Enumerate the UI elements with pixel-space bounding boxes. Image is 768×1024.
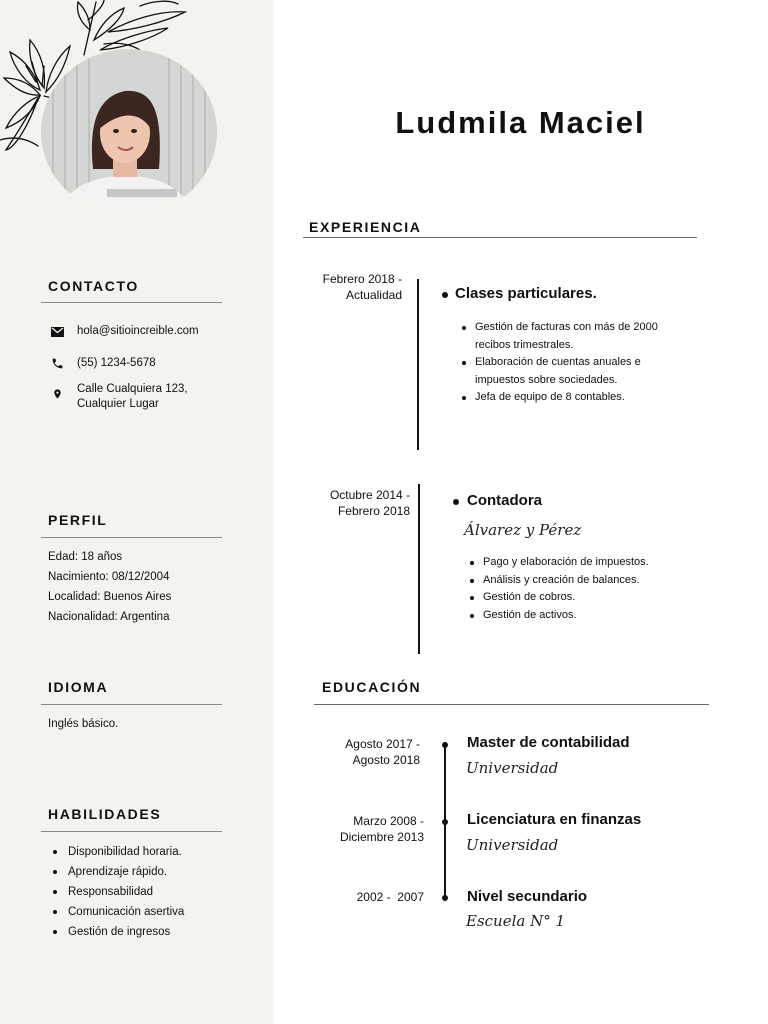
- language-heading: IDIOMA: [48, 679, 109, 695]
- job-bullets: [468, 554, 698, 624]
- education-date-end: Agosto 2018: [352, 753, 420, 767]
- profile-photo: [41, 49, 217, 215]
- profile-nationality: Nacionalidad: Argentina: [48, 611, 170, 623]
- education-title: Master de contabilidad: [467, 734, 630, 751]
- education-title: Nivel secundario: [467, 888, 588, 905]
- person-name: Ludmila Maciel: [395, 105, 646, 140]
- job-bullet: Pago y elaboración de impuestos.: [468, 554, 698, 572]
- job-bullet: Gestión de activos.: [468, 607, 698, 625]
- profile-divider: [41, 537, 222, 538]
- job-bullet: Jefa de equipo de 8 contables.: [460, 389, 685, 407]
- skills-list: [48, 844, 184, 944]
- language-divider: [41, 704, 222, 705]
- job-bullet: Elaboración de cuentas anuales e impuestos sobre sociedades.: [460, 354, 685, 389]
- skill-item: Responsabilidad: [48, 884, 184, 904]
- education-divider: [314, 704, 709, 705]
- job-bullet: Gestión de facturas con más de 2000 recibos trimestrales.: [460, 319, 685, 354]
- education-date: [300, 736, 420, 768]
- experience-divider: [303, 237, 697, 238]
- education-title: Licenciatura en finanzas: [467, 811, 642, 828]
- education-date-end: Diciembre 2013: [339, 830, 424, 844]
- education-school: Universidad: [466, 836, 559, 854]
- job-bullets: [460, 319, 685, 407]
- skill-item: Gestión de ingresos: [48, 924, 184, 944]
- job-date-start: Octubre 2014 -: [329, 488, 410, 502]
- phone-text: (55) 1234-5678: [77, 357, 156, 369]
- timeline-line: [418, 484, 420, 654]
- address-text: Calle Cualquiera 123, Cualquier Lugar: [77, 383, 188, 410]
- education-date-start: Agosto 2017 -: [345, 737, 420, 751]
- experience-heading: EXPERIENCIA: [309, 219, 422, 235]
- language-text: Inglés básico.: [48, 718, 119, 730]
- contact-email[interactable]: [48, 324, 227, 339]
- education-date-start: 2002 - 2007: [356, 890, 424, 904]
- timeline-line: [417, 279, 419, 450]
- job-bullet: Análisis y creación de balances.: [468, 572, 698, 590]
- skills-divider: [41, 831, 222, 832]
- contact-phone[interactable]: [48, 356, 227, 371]
- contact-address: [48, 382, 227, 412]
- job-bullet: Gestión de cobros.: [468, 589, 698, 607]
- job-date-end: Febrero 2018: [337, 504, 410, 518]
- skill-item: Disponibilidad horaria.: [48, 844, 184, 864]
- job-title: Contadora: [467, 492, 542, 509]
- profile-age: Edad: 18 años: [48, 551, 123, 563]
- education-date: [300, 813, 424, 845]
- timeline-dot: [442, 819, 448, 825]
- envelope-icon: [48, 324, 66, 339]
- contact-heading: CONTACTO: [48, 278, 139, 294]
- contact-divider: [41, 302, 222, 303]
- timeline-dot: [442, 895, 448, 901]
- timeline-dot: [442, 742, 448, 748]
- education-date-start: Marzo 2008 -: [353, 814, 424, 828]
- location-pin-icon: [48, 386, 66, 401]
- education-school: Escuela N° 1: [466, 912, 566, 930]
- profile-birthdate: Nacimiento: 08/12/2004: [48, 571, 170, 583]
- email-text: hola@sitioincreible.com: [77, 325, 199, 337]
- job-date-start: Febrero 2018 -: [322, 272, 402, 286]
- job-date: [290, 271, 402, 303]
- phone-icon: [48, 356, 66, 371]
- job-date: [290, 487, 410, 519]
- job-title: Clases particulares.: [455, 285, 597, 302]
- job-company: Álvarez y Pérez: [464, 521, 582, 539]
- timeline-dot: [442, 292, 448, 298]
- profile-location: Localidad: Buenos Aires: [48, 591, 172, 603]
- skills-heading: HABILIDADES: [48, 806, 162, 822]
- education-school: Universidad: [466, 759, 559, 777]
- education-heading: EDUCACIÓN: [322, 679, 422, 695]
- skill-item: Comunicación asertiva: [48, 904, 184, 924]
- skill-item: Aprendizaje rápido.: [48, 864, 184, 884]
- education-date: [300, 889, 424, 905]
- timeline-dot: [453, 499, 459, 505]
- profile-heading: PERFIL: [48, 512, 108, 528]
- job-date-end: Actualidad: [345, 288, 402, 302]
